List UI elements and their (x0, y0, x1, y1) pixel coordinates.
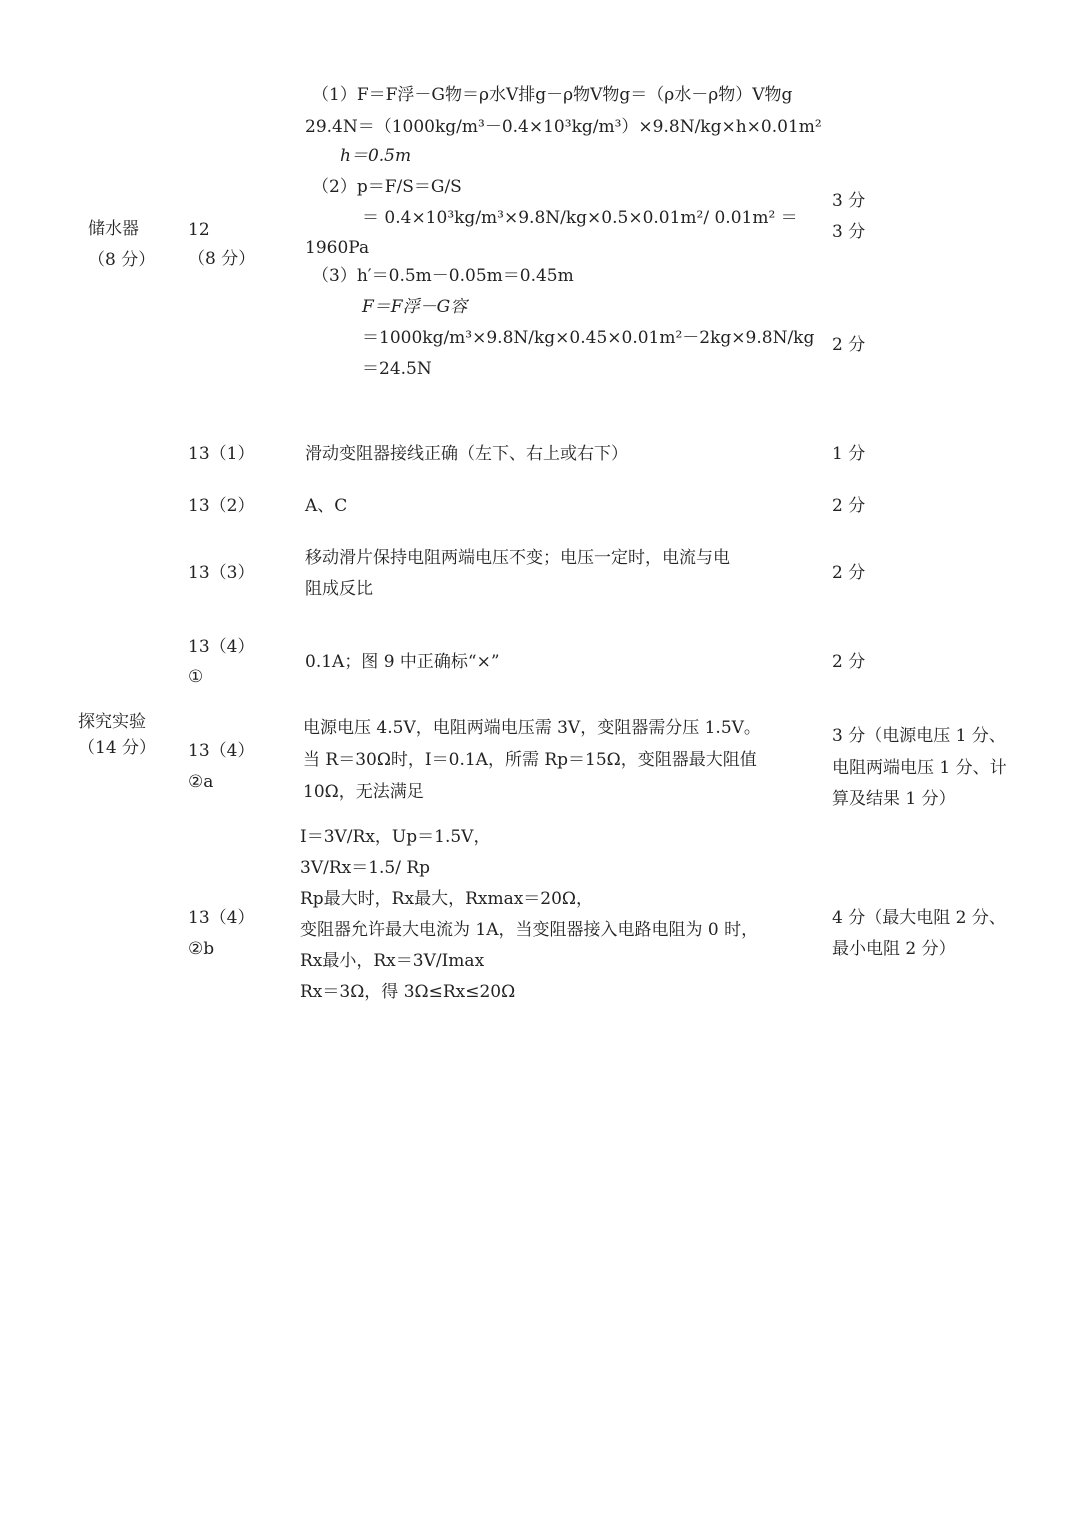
question-id-13-1: 13（1） (188, 444, 255, 464)
q12-line-3: h＝0.5m (340, 146, 412, 166)
score-13-4-2a-line-3: 算及结果 1 分） (832, 789, 956, 809)
q12-line-4: （2）p＝F/S＝G/S (312, 177, 462, 197)
answer-13-1: 滑动变阻器接线正确（左下、右上或右下） (305, 444, 628, 464)
section-title-water-tank: 储水器 (88, 219, 139, 239)
answer-13-4-2a-line-1: 电源电压 4.5V，电阻两端电压需 3V，变阻器需分压 1.5V。 (303, 718, 761, 738)
score-13-4-2a-line-1: 3 分（电源电压 1 分、 (832, 726, 1006, 746)
answer-13-2: A、C (305, 496, 348, 516)
score-13-1: 1 分 (832, 444, 866, 464)
score-13-4-1: 2 分 (832, 652, 866, 672)
answer-13-4-2b-line-4: 变阻器允许最大电流为 1A，当变阻器接入电路电阻为 0 时， (300, 920, 759, 940)
question-sub-13-4-2b: ②b (188, 939, 215, 959)
question-id-13-4-2a: 13（4） (188, 741, 255, 761)
question-sub-13-4-1: ① (188, 667, 204, 687)
q12-line-1: （1）F＝F浮－G物＝ρ水V排g－ρ物V物g＝（ρ水－ρ物）V物g (312, 85, 793, 105)
answer-13-4-2b-line-2: 3V/Rx＝1.5/ Rp (300, 858, 431, 878)
q12-score-3: 2 分 (832, 335, 866, 355)
answer-13-4-2a-line-2: 当 R＝30Ω时，I＝0.1A，所需 Rp＝15Ω，变阻器最大阻值 (303, 750, 757, 770)
answer-13-4-1: 0.1A；图 9 中正确标“×” (305, 652, 500, 672)
score-13-3: 2 分 (832, 563, 866, 583)
question-sub-13-4-2a: ②a (188, 772, 214, 792)
question-id-13-4-2b: 13（4） (188, 908, 255, 928)
answer-13-4-2b-line-5: Rx最小，Rx＝3V/Imax (300, 951, 485, 971)
q12-line-6: 1960Pa (305, 238, 370, 258)
answer-13-4-2b-line-6: Rx＝3Ω，得 3Ω≤Rx≤20Ω (300, 982, 516, 1002)
answer-13-4-2b-line-3: Rp最大时，Rx最大，Rxmax＝20Ω， (300, 889, 594, 909)
q12-score-2: 3 分 (832, 222, 866, 242)
score-13-4-2b-line-2: 最小电阻 2 分） (832, 939, 956, 959)
answer-13-3-line-2: 阻成反比 (305, 579, 373, 599)
answer-13-3-line-1: 移动滑片保持电阻两端电压不变；电压一定时，电流与电 (305, 548, 730, 568)
answer-13-4-2b-line-1: I＝3V/Rx，Up＝1.5V， (300, 827, 491, 847)
question-points-12: （8 分） (188, 249, 256, 269)
score-13-4-2a-line-2: 电阻两端电压 1 分、计 (832, 758, 1007, 778)
q12-score-1: 3 分 (832, 191, 866, 211)
answer-13-4-2a-line-3: 10Ω，无法满足 (303, 782, 424, 802)
section-points-water-tank: （8 分） (88, 250, 156, 270)
q12-line-7: （3）h′＝0.5m－0.05m＝0.45m (312, 266, 574, 286)
score-13-4-2b-line-1: 4 分（最大电阻 2 分、 (832, 908, 1006, 928)
question-id-13-4-1: 13（4） (188, 637, 255, 657)
section-points-inquiry-experiment: （14 分） (78, 738, 157, 758)
q12-line-9: ＝1000kg/m³×9.8N/kg×0.45×0.01m²－2kg×9.8N/kg (362, 328, 815, 348)
q12-line-8: F＝F浮－G容 (362, 297, 468, 317)
question-id-13-2: 13（2） (188, 496, 255, 516)
question-id-13-3: 13（3） (188, 563, 255, 583)
question-id-12: 12 (188, 220, 210, 240)
q12-line-10: ＝24.5N (362, 359, 432, 379)
q12-line-2: 29.4N＝（1000kg/m³－0.4×10³kg/m³）×9.8N/kg×h×0.01m² (305, 117, 822, 137)
section-title-inquiry-experiment: 探究实验 (78, 712, 146, 732)
score-13-2: 2 分 (832, 496, 866, 516)
q12-line-5: ＝ 0.4×10³kg/m³×9.8N/kg×0.5×0.01m²/ 0.01m² ＝ (362, 208, 798, 228)
